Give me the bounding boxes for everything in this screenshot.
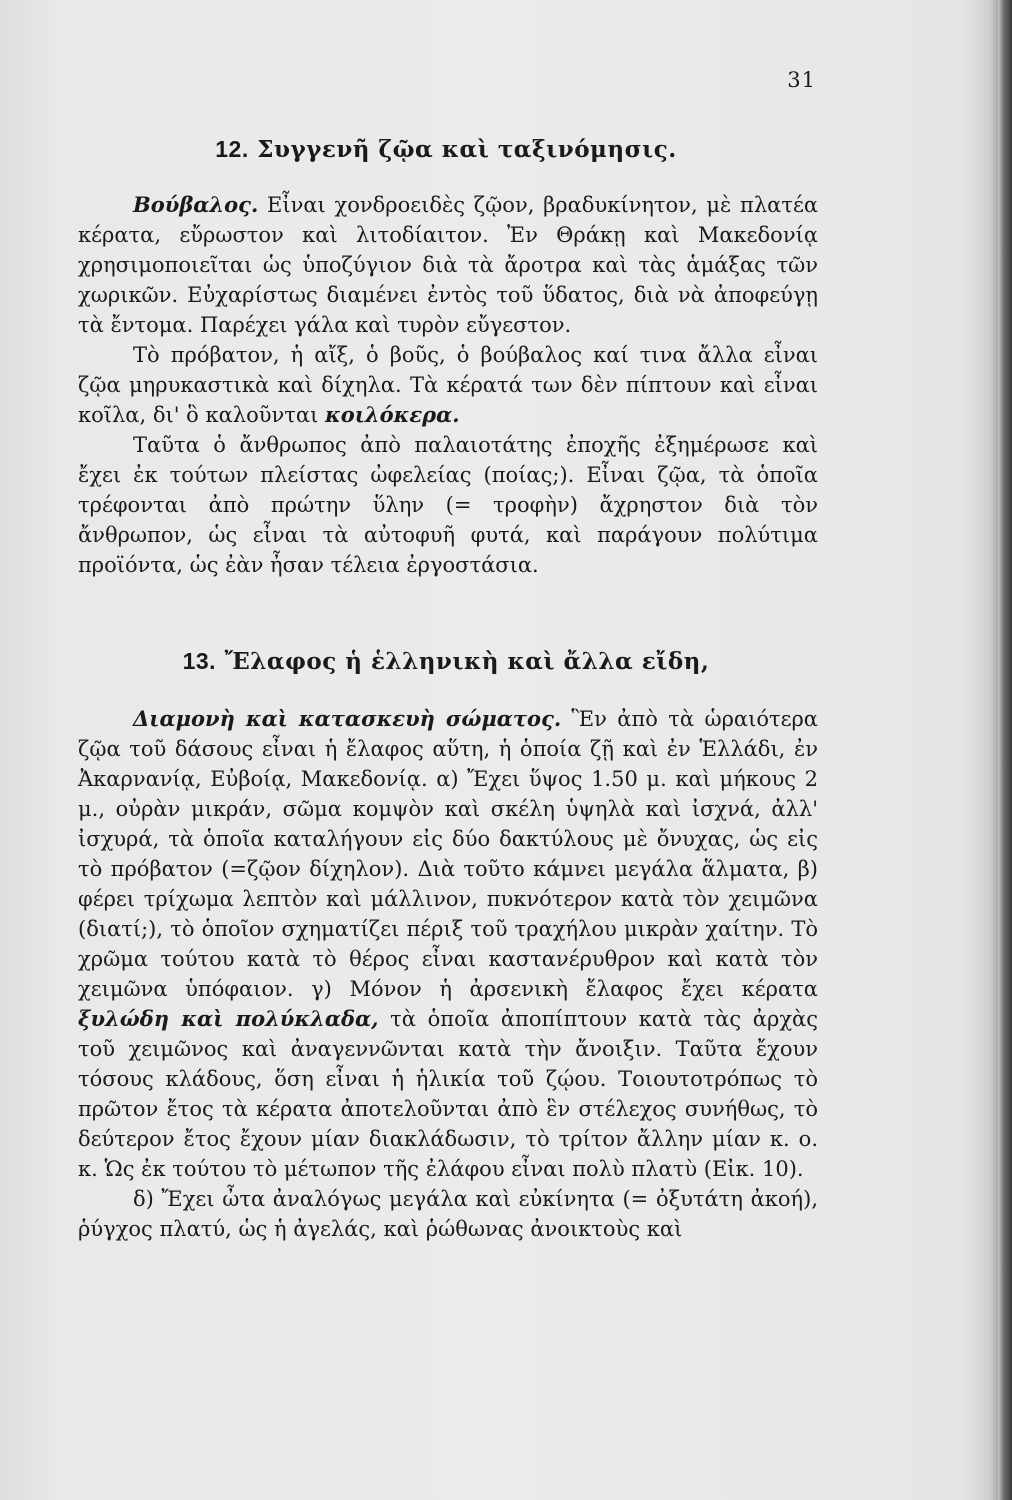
- paragraph-text: Τὸ πρόβατον, ἡ αἴξ, ὁ βοῦς, ὁ βούβαλος καί τινα ἄλλα εἶναι ζῷα μηρυκαστικὰ καὶ δίχηλα. Τὰ κέρατά των δὲν πίπτουν καὶ εἶναι κοῖλα, δι' ὃ καλοῦνται: [78, 343, 818, 427]
- paragraph-text: Ἓν ἀπὸ τὰ ὡραιότερα ζῷα τοῦ δάσους εἶναι ἡ ἔλαφος αὕτη, ἡ ὁποία ζῇ καὶ ἐν Ἑλλάδι, ἐν Ἀκαρνανίᾳ, Εὐβοίᾳ, Μακεδονίᾳ. α) Ἔχει ὕψος 1.50 μ. καὶ μήκους 2 μ., οὐρὰν μικράν, σῶμα κομψὸν καὶ σκέλη ὑψηλὰ καὶ ἰσχνά, ἀλλ' ἰσχυρά, τὰ ὁποῖα καταλήγουν εἰς δύο δακτύλους μὲ ὄνυχας, ὡς εἰς τὸ πρόβατον (=ζῷον δίχηλον). Διὰ τοῦτο κάμνει μεγάλα ἅλματα, β) φέρει τρίχωμα λεπτὸν καὶ μάλλινον, πυκνότερον κατὰ τὸν χειμῶνα (διατί;), τὸ ὁποῖον σχηματίζει πέριξ τοῦ τραχήλου μικρὰν χαίτην. Τὸ χρῶμα τούτου κατὰ τὸ θέρος εἶναι καστανέρυθρον καὶ κατὰ τὸν χειμῶνα ὑπόφαιον. γ) Μόνον ἡ ἀρσενικὴ ἔλαφος ἔχει κέρατα: [78, 707, 818, 1001]
- paragraph: [78, 1184, 818, 1244]
- paragraph-lead: Βούβαλος.: [133, 192, 259, 217]
- paragraph: [78, 340, 818, 430]
- paragraph-text: δ) Ἔχει ὦτα ἀναλόγως μεγάλα καὶ εὐκίνητα (= ὀξυτάτη ἀκοή), ῥύγχος πλατύ, ὡς ἡ ἀγελάς, καὶ ῥώθωνας ἀνοικτοὺς καὶ: [78, 1187, 818, 1241]
- paragraph: [78, 430, 818, 580]
- section-13-number: 13.: [182, 648, 217, 674]
- book-binding-edge: [998, 0, 1012, 1500]
- paragraph-text: Ταῦτα ὁ ἄνθρωπος ἀπὸ παλαιοτάτης ἐποχῆς ἐξημέρωσε καὶ ἔχει ἐκ τούτων πλείστας ὠφελείας (ποίας;). Εἶναι ζῷα, τὰ ὁποῖα τρέφονται ἀπὸ πρώτην ὕλην (= τροφὴν) ἄχρηστον διὰ τὸν ἄνθρωπον, ὡς εἶναι τὰ αὐτοφυῆ φυτά, καὶ παράγουν πολύτιμα προϊόντα, ὡς ἐὰν ἦσαν τέλεια ἐργοστάσια.: [78, 433, 818, 577]
- paragraph: [78, 190, 818, 340]
- paragraph-text: Εἶναι χονδροειδὲς ζῷον, βραδυκίνητον, μὲ πλατέα κέρατα, εὔρωστον καὶ λιτοδίαιτον. Ἐν Θράκῃ καὶ Μακεδονίᾳ χρησιμοποιεῖται ὡς ὑποζύγιον διὰ τὰ ἄροτρα καὶ τὰς ἁμάξας τῶν χωρικῶν. Εὐχαρίστως διαμένει ἐντὸς τοῦ ὕδατος, διὰ νὰ ἀποφεύγῃ τὰ ἔντομα. Παρέχει γάλα καὶ τυρὸν εὔγεστον.: [78, 193, 818, 337]
- paragraph: [78, 704, 818, 1184]
- section-13-title: Ἔλαφος ἡ ἑλληνικὴ καὶ ἄλλα εἴδη,: [224, 648, 710, 675]
- paragraph-text: τὰ ὁποῖα ἀποπίπτουν κατὰ τὰς ἀρχὰς τοῦ χειμῶνος καὶ ἀναγεννῶνται κατὰ τὴν ἄνοιξιν. Ταῦτα ἔχουν τόσους κλάδους, ὅση εἶναι ἡ ἡλικία τοῦ ζῴου. Τοιουτοτρόπως τὸ πρῶτον ἔτος τὰ κέρατα ἀποτελοῦνται ἀπὸ ἓν στέλεχος συνήθως, τὸ δεύτερον ἔτος ἔχουν μίαν διακλάδωσιν, τὸ τρίτον ἄλλην μίαν κ. ο. κ. Ὡς ἐκ τούτου τὸ μέτωπον τῆς ἐλάφου εἶναι πολὺ πλατὺ (Εἰκ. 10).: [78, 1007, 818, 1181]
- key-term: ξυλώδη καὶ πολύκλαδα,: [78, 1006, 379, 1031]
- section-12-body: [78, 190, 818, 580]
- section-13-heading: [0, 648, 952, 675]
- section-12-number: 12.: [215, 136, 249, 162]
- key-term: κοιλόκερα.: [325, 402, 460, 427]
- section-13-body: [78, 704, 818, 1244]
- page-number: 31: [787, 68, 816, 92]
- paragraph-lead: Διαμονὴ καὶ κατασκευὴ σώματος.: [133, 706, 562, 731]
- section-12-heading: [0, 136, 952, 163]
- page-edge-shadow: [990, 0, 998, 1500]
- section-12-title: Συγγενῆ ζῷα καὶ ταξινόμησις.: [257, 136, 677, 163]
